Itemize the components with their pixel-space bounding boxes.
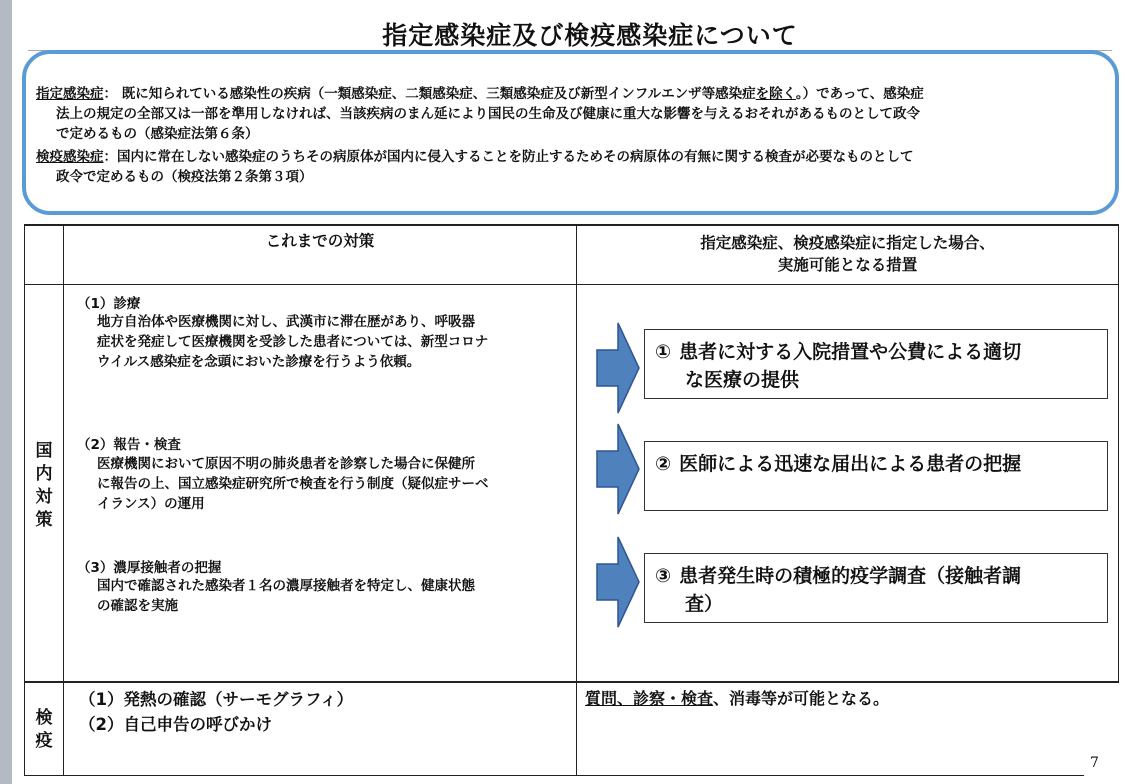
header-possible-measures: [577, 232, 1118, 276]
domestic-label-char: 対: [35, 487, 53, 507]
table-right-border: [1118, 224, 1119, 682]
section-body: [97, 576, 475, 616]
measure-box-3: [644, 553, 1108, 623]
section-body-line: の確認を実施: [97, 598, 178, 614]
right-arrow-icon: [596, 322, 640, 414]
measure-box-2: [644, 441, 1108, 511]
designated-line-3: で定めるもの（感染症法第６条）: [56, 126, 259, 142]
measure-text: 患者に対する入院措置や公費による適切: [679, 341, 1022, 363]
section-body: [97, 454, 489, 514]
right-arrow-icon: [596, 536, 640, 628]
header-possible-line-2: 実施可能となる措置: [777, 256, 918, 274]
domestic-label-char: 策: [35, 510, 53, 530]
left-edge-strip: [0, 0, 12, 784]
section-title: （1）診療: [77, 296, 141, 312]
measure-box-1: [644, 329, 1108, 399]
measure-number: ③: [655, 565, 672, 587]
designated-text-2: 。）であって、感染症: [795, 86, 924, 102]
measure-number: ②: [655, 453, 672, 475]
section-body-line: に報告の上、国立感染症研究所で検査を行う制度（疑似症サーベ: [97, 476, 489, 492]
domestic-label-char: 国: [35, 441, 53, 461]
designated-term: 指定感染症: [36, 86, 104, 102]
quarantine-line-2: 政令で定めるもの（検疫法第２条第３項）: [56, 169, 313, 185]
middle-column-border: [576, 224, 577, 776]
header-current-measures: これまでの対策: [265, 232, 375, 250]
designated-text-1: 既に知られている感染性の疾病（一類感染症、二類感染症、三類感染症及び新型インフルエンザ等感染症: [121, 86, 756, 102]
section-body: [97, 312, 488, 372]
quarantine-text-1: 国内に常在しない感染症のうちその病原体が国内に侵入することを防止するためその病原体の有無に関する検査が必要なものとして: [117, 149, 914, 165]
right-arrow-icon: [596, 423, 640, 515]
section-divider: [24, 681, 1119, 683]
page-title: 指定感染症及び検疫感染症について: [382, 21, 798, 50]
measure-text-continued: な医療の提供: [685, 369, 800, 391]
quarantine-label-char: 疫: [35, 731, 53, 751]
quarantine-term: 検疫感染症: [36, 149, 104, 165]
measure-text: 患者発生時の積極的疫学調査（接触者調: [679, 565, 1022, 587]
designated-colon: ：: [103, 86, 117, 102]
section-body-line: 症状を発症して医療機関を受診した患者については、新型コロナ: [97, 334, 489, 350]
quarantine-rest-text: 、消毒等が可能となる。: [713, 689, 890, 708]
measure-number: ①: [655, 341, 672, 363]
domestic-label-char: 内: [35, 464, 53, 484]
table-left-border: [24, 224, 25, 776]
quarantine-item: （2）自己申告の呼びかけ: [79, 715, 272, 734]
quarantine-underlined-text: 質問、診察・検査: [585, 689, 714, 708]
quarantine-possible-measures: [585, 686, 889, 709]
table-top-border: [24, 224, 1119, 226]
quarantine-colon: ：: [103, 149, 117, 165]
measure-text-continued: 査）: [685, 593, 724, 615]
section-body-line: 国内で確認された感染者１名の濃厚接触者を特定し、健康状態: [97, 578, 475, 594]
designated-definition: [36, 84, 1106, 144]
section-body-line: イランス）の運用: [97, 496, 205, 512]
section-body-line: ウイルス感染症を念頭においた診療を行うよう依頼。: [97, 354, 421, 370]
section-body-line: 地方自治体や医療機関に対し、武漢市に滞在歴があり、呼吸器: [97, 314, 475, 330]
quarantine-definition: [36, 147, 1106, 187]
domestic-measures-label: [32, 440, 56, 532]
section-title: （2）報告・検査: [77, 437, 181, 453]
section-title: （3）濃厚接触者の把握: [77, 560, 222, 576]
table-bottom-border: [24, 775, 1084, 776]
quarantine-item: （1）発熱の確認（サーモグラフィ）: [79, 690, 354, 709]
header-bottom-border: [24, 284, 1119, 285]
designated-line-2: 法上の規定の全部又は一部を準用しなければ、当該疾病のまん延により国民の生命及び健康に重大な影響を与えるおそれがあるものとして政令: [56, 106, 920, 122]
label-column-border: [63, 224, 64, 776]
page-number: 7: [1090, 755, 1099, 771]
designated-exclusion: を除く: [755, 86, 796, 102]
quarantine-label-char: 検: [35, 708, 53, 728]
measure-text: 医師による迅速な届出による患者の把握: [679, 453, 1022, 475]
header-possible-line-1: 指定感染症、検疫感染症に指定した場合、: [700, 234, 995, 252]
section-body-line: 医療機関において原因不明の肺炎患者を診察した場合に保健所: [97, 456, 475, 472]
quarantine-label: [32, 707, 56, 753]
